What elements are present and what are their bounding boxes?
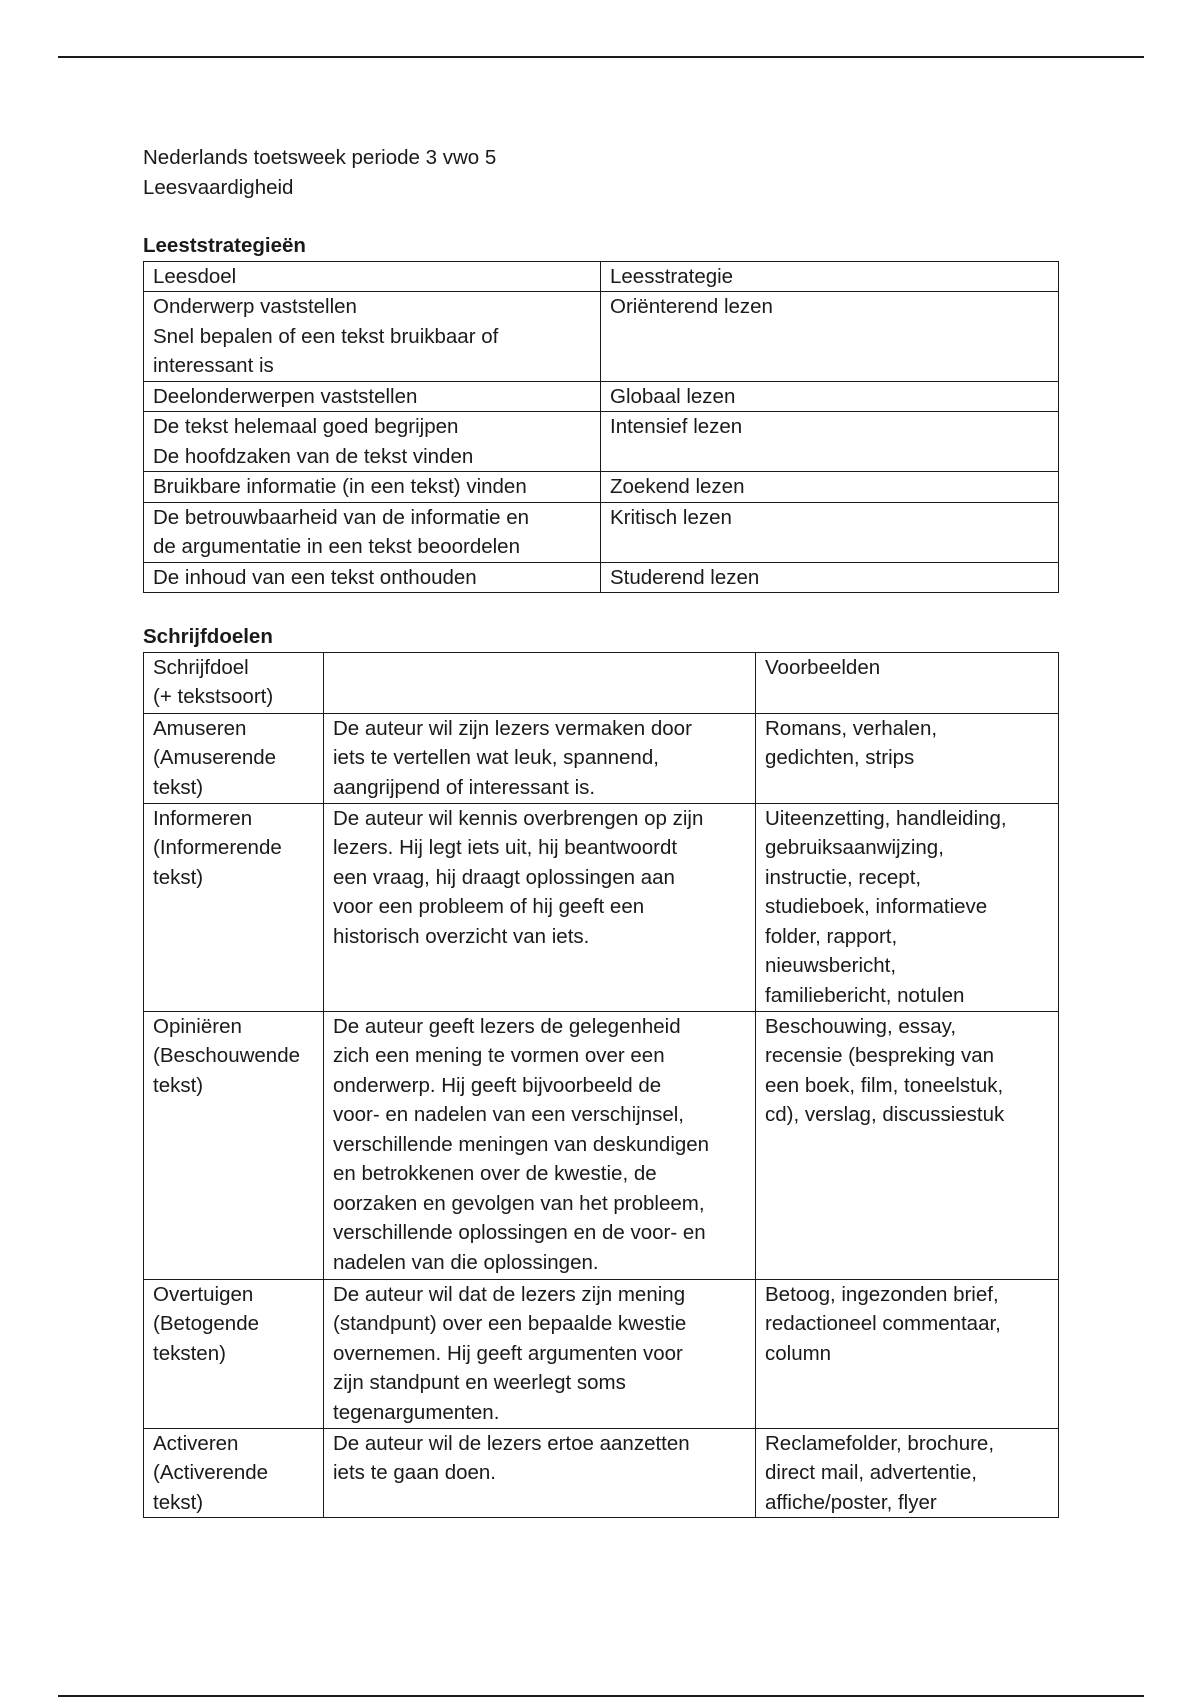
table-row [144, 1011, 1059, 1279]
leesdoel-cell: Onderwerp vaststellen Snel bepalen of een tekst bruikbaar of interessant is [144, 292, 601, 382]
header-cell-leesdoel: Leesdoel [144, 261, 601, 292]
leesdoel-cell: Deelonderwerpen vaststellen [144, 381, 601, 412]
document-body [143, 143, 1058, 1518]
voorbeelden-cell: Romans, verhalen, gedichten, strips [756, 713, 1059, 803]
header-cell-voorbeelden: Voorbeelden [756, 652, 1059, 713]
leesstrategie-cell: Studerend lezen [601, 562, 1059, 593]
schrijfdoel-cell: Activeren (Activerende tekst) [144, 1428, 324, 1518]
table-row [144, 381, 1059, 412]
table-row [144, 412, 1059, 472]
footer-rule [58, 1695, 1144, 1697]
schrijfdoel-cell: Amuseren (Amuserende tekst) [144, 713, 324, 803]
table-row [144, 472, 1059, 503]
leesstrategie-cell: Oriënterend lezen [601, 292, 1059, 382]
schrijfdoel-cell: Overtuigen (Betogende teksten) [144, 1279, 324, 1428]
section-title-leesstrategieen: Leeststrategieën [143, 234, 306, 257]
beschrijving-cell: De auteur geeft lezers de gelegenheid zich een mening te vormen over een onderwerp. Hij geeft bijvoorbeeld de voor- en nadelen van een verschijnsel, verschillende meningen van deskundigen en betrokkenen over de kwestie, de oorzaken en gevolgen van het probleem, verschillende oplossingen en de voor- en nadelen van die oplossingen. [324, 1011, 756, 1279]
voorbeelden-cell: Beschouwing, essay, recensie (bespreking van een boek, film, toneelstuk, cd), verslag, discussiestuk [756, 1011, 1059, 1279]
header-cell-schrijfdoel: Schrijfdoel (+ tekstsoort) [144, 652, 324, 713]
table-row [144, 713, 1059, 803]
table-header-row [144, 652, 1059, 713]
voorbeelden-cell: Reclamefolder, brochure, direct mail, advertentie, affiche/poster, flyer [756, 1428, 1059, 1518]
table-row [144, 1279, 1059, 1428]
section-title-schrijfdoelen: Schrijfdoelen [143, 625, 273, 648]
leesstrategieen-table [143, 261, 1059, 594]
table-row [144, 502, 1059, 562]
schrijfdoel-cell: Opiniëren (Beschouwende tekst) [144, 1011, 324, 1279]
table-header-row [144, 261, 1059, 292]
voorbeelden-cell: Betoog, ingezonden brief, redactioneel commentaar, column [756, 1279, 1059, 1428]
leesdoel-cell: Bruikbare informatie (in een tekst) vinden [144, 472, 601, 503]
table-row [144, 1428, 1059, 1518]
header-cell-leesstrategie: Leesstrategie [601, 261, 1059, 292]
beschrijving-cell: De auteur wil zijn lezers vermaken door iets te vertellen wat leuk, spannend, aangrijpend of interessant is. [324, 713, 756, 803]
leesdoel-cell: De betrouwbaarheid van de informatie en de argumentatie in een tekst beoordelen [144, 502, 601, 562]
voorbeelden-cell: Uiteenzetting, handleiding, gebruiksaanwijzing, instructie, recept, studieboek, informatieve folder, rapport, nieuwsbericht, familiebericht, notulen [756, 803, 1059, 1011]
leesstrategie-cell: Zoekend lezen [601, 472, 1059, 503]
document-title: Nederlands toetsweek periode 3 vwo 5 [143, 146, 497, 169]
header-rule [58, 56, 1144, 58]
beschrijving-cell: De auteur wil de lezers ertoe aanzetten iets te gaan doen. [324, 1428, 756, 1518]
document-subtitle: Leesvaardigheid [143, 175, 294, 199]
leesdoel-cell: De inhoud van een tekst onthouden [144, 562, 601, 593]
leesstrategie-cell: Globaal lezen [601, 381, 1059, 412]
leesdoel-cell: De tekst helemaal goed begrijpen De hoofdzaken van de tekst vinden [144, 412, 601, 472]
leesstrategie-cell: Intensief lezen [601, 412, 1059, 472]
table-row [144, 292, 1059, 382]
leesstrategie-cell: Kritisch lezen [601, 502, 1059, 562]
table-row [144, 803, 1059, 1011]
beschrijving-cell: De auteur wil kennis overbrengen op zijn lezers. Hij legt iets uit, hij beantwoordt een vraag, hij draagt oplossingen aan voor een probleem of hij geeft een historisch overzicht van iets. [324, 803, 756, 1011]
beschrijving-cell: De auteur wil dat de lezers zijn mening (standpunt) over een bepaalde kwestie overnemen. Hij geeft argumenten voor zijn standpunt en weerlegt soms tegenargumenten. [324, 1279, 756, 1428]
header-cell-empty [324, 652, 756, 713]
schrijfdoel-cell: Informeren (Informerende tekst) [144, 803, 324, 1011]
table-row [144, 562, 1059, 593]
schrijfdoelen-table [143, 652, 1059, 1519]
